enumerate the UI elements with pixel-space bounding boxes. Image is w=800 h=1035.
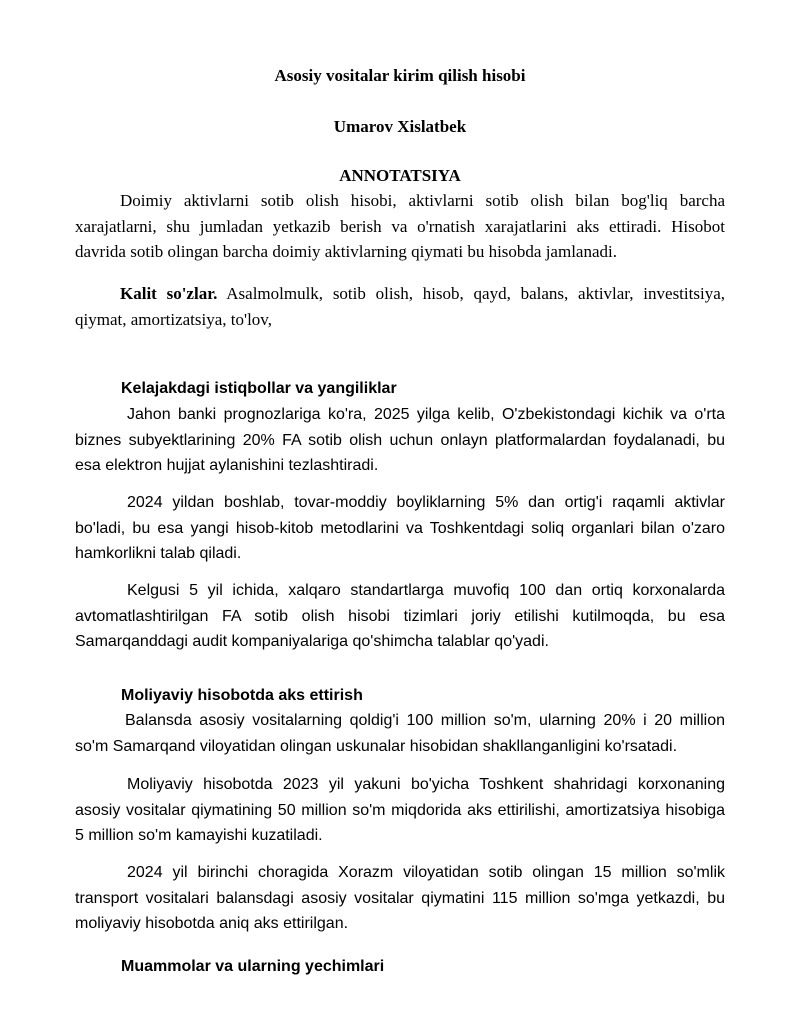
section-heading-future: Kelajakdagi istiqbollar va yangiliklar [121, 380, 397, 397]
paragraph-future-3: Kelgusi 5 yil ichida, xalqaro standartlarga muvofiq 100 dan ortiq korxonalarda avtomatlashtirilgan FA sotib olish hisobi tizimlari joriy etilishi kutilmoqda, bu esa Samarqanddagi audit kompaniyalariga qo'shimcha talablar qo'yadi. [75, 582, 725, 650]
keywords-list: Asalmolmulk, sotib olish, hisob, qayd, balans, aktivlar, investitsiya, qiymat, amortizatsiya, to'lov, [75, 284, 725, 329]
paragraph-reporting-3: 2024 yil birinchi choragida Xorazm viloyatidan sotib olingan 15 million so'mlik transport vositalari balansdagi asosiy vositalar qiymatini 115 million so'mga yetkazdi, bu moliyaviy hisobotda aniq aks ettirilgan. [75, 864, 725, 932]
keywords-paragraph [75, 281, 725, 332]
annotation-paragraph: Doimiy aktivlarni sotib olish hisobi, aktivlarni sotib olish bilan bog'liq barcha xarajatlarni, shu jumladan yetkazib berish va o'rnatish xarajatlarini aks ettiradi. Hisobot davrida sotib olingan barcha doimiy aktivlarning qiymati bu hisobda jamlanadi. [75, 191, 725, 261]
paragraph-future-1: Jahon banki prognozlariga ko'ra, 2025 yilga kelib, O'zbekistondagi kichik va o'rta biznes subyektlarining 20% FA sotib olish uchun onlayn platformalardan foydalanadi, bu esa elektron hujjat aylanishini tezlashtiradi. [75, 406, 725, 474]
keywords-label: Kalit so'zlar. [120, 284, 218, 303]
paragraph-reporting-1: Balansda asosiy vositalarning qoldig'i 100 million so'm, ularning 20% i 20 million so'm Samarqand viloyatidan olingan uskunalar hisobidan shakllanganligini ko'rsatadi. [75, 712, 725, 755]
author-name: Umarov Xislatbek [333, 117, 467, 136]
section-heading-reporting: Moliyaviy hisobotda aks ettirish [121, 687, 363, 704]
document-title: Asosiy vositalar kirim qilish hisobi [274, 66, 526, 85]
paragraph-future-2: 2024 yildan boshlab, tovar-moddiy boyliklarning 5% dan ortig'i raqamli aktivlar bo'ladi, bu esa yangi hisob-kitob metodlarini va Toshkentdagi soliq organlari bilan o'zaro hamkorlikni talab qiladi. [75, 494, 725, 562]
section-heading-problems: Muammolar va ularning yechimlari [121, 958, 385, 975]
annotation-heading: ANNOTATSIYA [339, 166, 461, 185]
paragraph-reporting-2: Moliyaviy hisobotda 2023 yil yakuni bo'yicha Toshkent shahridagi korxonaning asosiy vositalar qiymatining 50 million so'm miqdorida aks ettirilishi, amortizatsiya hisobiga 5 million so'm kamayishi kuzatiladi. [75, 776, 725, 844]
